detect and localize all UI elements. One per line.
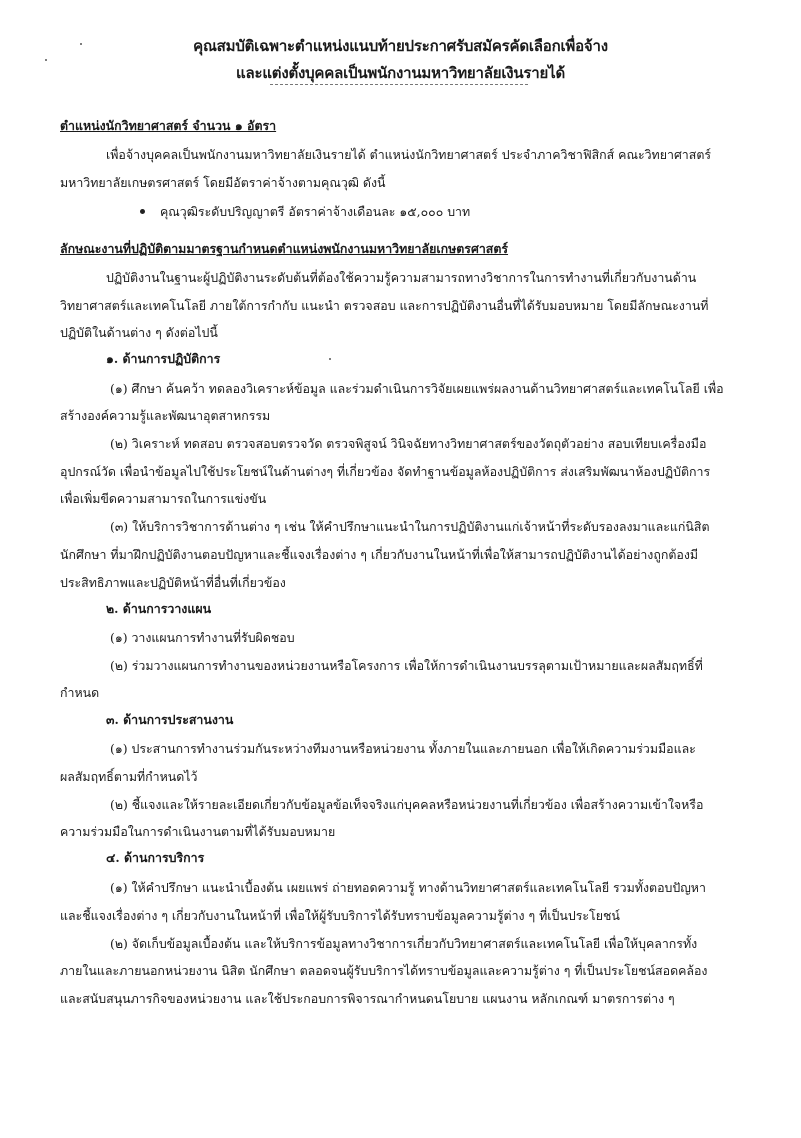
section-1-item-3-line-2: นักศึกษา ที่มาฝึกปฏิบัติงานตอบปัญหาและชี้แจงเรื่องต่าง ๆ เกี่ยวกับงานในหน้าที่เพื่อให้สามารถปฏิบัติงานได้อย่างถูกต้องมี <box>60 547 699 562</box>
section-1-item-3-line-3: ประสิทธิภาพและปฏิบัติหน้าที่อื่นที่เกี่ยวข้อง <box>60 575 286 590</box>
section-1-item-1-line-2: สร้างองค์ความรู้และพัฒนาอุตสาหกรรม <box>60 408 271 423</box>
section-1-item-3-line-1: (๓) ให้บริการวิชาการด้านต่าง ๆ เช่น ให้คำปรึกษาแนะนำในการปฏิบัติงานแก่เจ้าหน้าที่ระดับรองลงมาและแก่นิสิต <box>110 519 710 534</box>
duties-intro-line-3: ปฏิบัติในด้านต่าง ๆ ดังต่อไปนี้ <box>60 325 218 340</box>
section-4-heading: ๔. ด้านการบริการ <box>106 850 205 865</box>
section-1-item-2-line-2: อุปกรณ์วัด เพื่อนำข้อมูลไปใช้ประโยชน์ในด้านต่างๆ ที่เกี่ยวข้อง จัดทำฐานข้อมูลห้องปฏิบัติการ ส่งเสริมพัฒนาห้องปฏิบัติการ <box>60 464 711 479</box>
section-4-item-2-line-3: และสนับสนุนภารกิจของหน่วยงาน และใช้ประกอบการพิจารณากำหนดนโยบาย แผนงาน หลักเกณฑ์ มาตรการต่าง ๆ <box>60 991 675 1006</box>
section-2-item-2-line-2: กำหนด <box>60 685 100 700</box>
section-4-item-2-line-1: (๒) จัดเก็บข้อมูลเบื้องต้น และให้บริการข้อมูลทางวิชาการเกี่ยวกับวิทยาศาสตร์และเทคโนโลยี เพื่อให้บุคลากรทั้ง <box>110 936 698 951</box>
section-2-item-1-line-1: (๑) วางแผนการทำงานที่รับผิดชอบ <box>110 630 295 645</box>
section-3-item-2-line-1: (๒) ชี้แจงและให้รายละเอียดเกี่ยวกับข้อมูลข้อเท็จจริงแก่บุคคลหรือหน่วยงานที่เกี่ยวข้อง เพื่อสร้างความเข้าใจหรือ <box>110 797 704 812</box>
section-3-item-1-line-1: (๑) ประสานการทำงานร่วมกันระหว่างทีมงานหรือหน่วยงาน ทั้งภายในและภายนอก เพื่อให้เกิดความร่วมมือและ <box>110 741 696 756</box>
section-3-item-1-line-2: ผลสัมฤทธิ์ตามที่กำหนดไว้ <box>60 769 198 784</box>
section-4-item-1-line-1: (๑) ให้คำปรึกษา แนะนำเบื้องต้น เผยแพร่ ถ่ายทอดความรู้ ทางด้านวิทยาศาสตร์และเทคโนโลยี รวมทั้งตอบปัญหา <box>110 880 706 895</box>
document-title-line-2: และแต่งตั้งบุคคลเป็นพนักงานมหาวิทยาลัยเงินรายได้ <box>236 64 565 82</box>
position-intro-line-2: มหาวิทยาลัยเกษตรศาสตร์ โดยมีอัตราค่าจ้างตามคุณวุฒิ ดังนี้ <box>60 175 386 190</box>
section-2-item-2-line-1: (๒) ร่วมวางแผนการทำงานของหน่วยงานหรือโครงการ เพื่อให้การดำเนินงานบรรลุตามเป้าหมายและผลสัมฤทธิ์ที่ <box>110 658 703 673</box>
duties-heading: ลักษณะงานที่ปฏิบัติตามมาตรฐานกำหนดตำแหน่งพนักงานมหาวิทยาลัยเกษตรศาสตร์ <box>60 241 509 256</box>
position-intro-line-1: เพื่อจ้างบุคคลเป็นพนักงานมหาวิทยาลัยเงินรายได้ ตำแหน่งนักวิทยาศาสตร์ ประจำภาควิชาฟิสิกส์ คณะวิทยาศาสตร์ <box>106 147 712 162</box>
section-4-item-1-line-2: และชี้แจงเรื่องต่าง ๆ เกี่ยวกับงานในหน้าที่ เพื่อให้ผู้รับบริการได้รับทราบข้อมูลความรู้ต่าง ๆ ที่เป็นประโยชน์ <box>60 908 620 923</box>
section-2-heading: ๒. ด้านการวางแผน <box>106 601 212 616</box>
document-title-line-1: คุณสมบัติเฉพาะตำแหน่งแนบท้ายประกาศรับสมัครคัดเลือกเพื่อจ้าง <box>193 37 608 55</box>
section-4-item-2-line-2: ภายในและภายนอกหน่วยงาน นิสิต นักศึกษา ตลอดจนผู้รับบริการได้ทราบข้อมูลและความรู้ต่าง ๆ ที่เป็นประโยชน์สอดคล้อง <box>60 963 708 978</box>
section-1-item-2-line-3: เพื่อเพิ่มขีดความสามารถในการแข่งขัน <box>60 491 267 506</box>
qualification-item: คุณวุฒิระดับปริญญาตรี อัตราค่าจ้างเดือนละ ๑๕,๐๐๐ บาท <box>160 204 471 219</box>
section-3-heading: ๓. ด้านการประสานงาน <box>106 712 234 727</box>
scan-speck <box>329 358 331 360</box>
section-1-item-1-line-1: (๑) ศึกษา ค้นคว้า ทดลองวิเคราะห์ข้อมูล และร่วมดำเนินการวิจัยเผยแพร่ผลงานด้านวิทยาศาสตร์และเทคโนโลยี เพื่อ <box>110 381 724 396</box>
section-3-item-2-line-2: ความร่วมมือในการดำเนินงานตามที่ได้รับมอบหมาย <box>60 824 336 839</box>
position-heading: ตำแหน่งนักวิทยาศาสตร์ จำนวน ๑ อัตรา <box>60 118 277 133</box>
duties-intro-line-2: วิทยาศาสตร์และเทคโนโลยี ภายใต้การกำกับ แนะนำ ตรวจสอบ และการปฏิบัติงานอื่นที่ได้รับมอบหมาย โดยมีลักษณะงานที่ <box>60 298 709 313</box>
duties-intro-line-1: ปฏิบัติงานในฐานะผู้ปฏิบัติงานระดับต้นที่ต้องใช้ความรู้ความสามารถทางวิชาการในการทำงานที่เกี่ยวกับงานด้าน <box>106 270 697 285</box>
bullet-icon <box>140 209 145 214</box>
section-1-item-2-line-1: (๒) วิเคราะห์ ทดสอบ ตรวจสอบตรวจวัด ตรวจพิสูจน์ วินิจฉัยทางวิทยาศาสตร์ของวัตถุตัวอย่าง สอบเทียบเครื่องมือ <box>110 436 707 451</box>
title-divider <box>270 84 528 85</box>
section-1-heading: ๑. ด้านการปฏิบัติการ <box>106 351 221 366</box>
